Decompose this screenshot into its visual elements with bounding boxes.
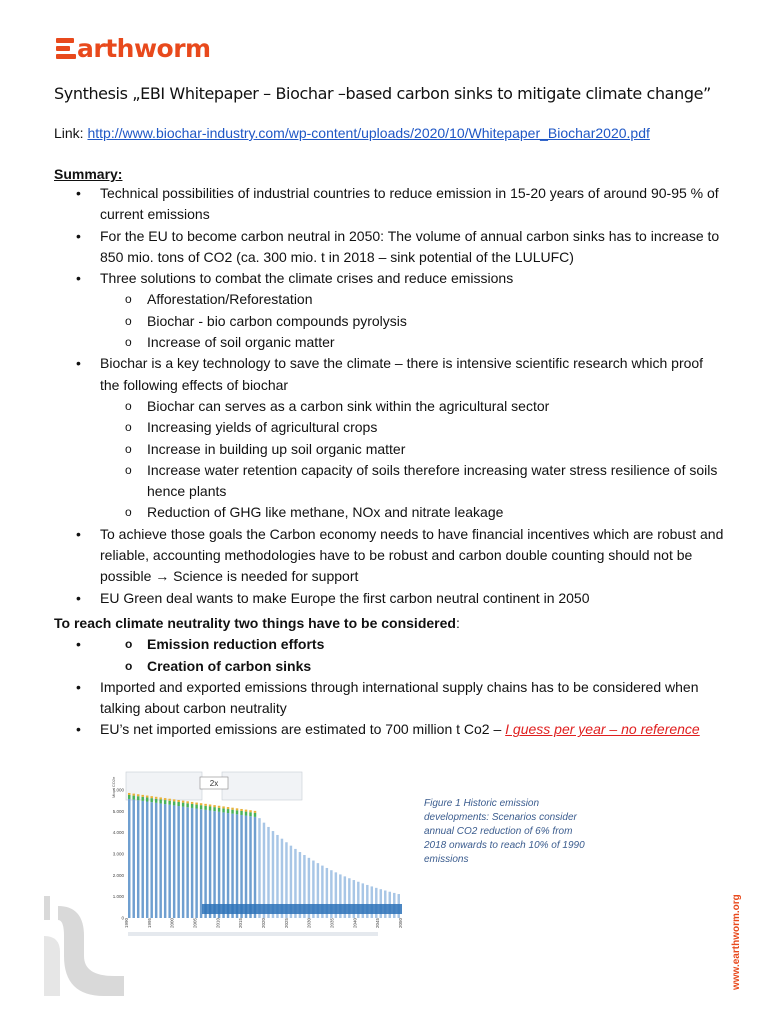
- sector-segment: [249, 810, 251, 812]
- list-item: • For the EU to become carbon neutral in 2050: The volume of annual carbon sinks has to increase to 850 mio. tons of CO2 (ca. 300 mio. t in 2018 – sink potential of the LULUFC): [54, 226, 724, 269]
- x-tick-label: 2000: [169, 917, 175, 928]
- y-tick-label: 4.000: [112, 830, 124, 836]
- emission-bar: [141, 801, 143, 918]
- sector-segment: [177, 802, 179, 806]
- x-tick-label: 2025: [283, 917, 289, 928]
- x-tick-label: 2020: [261, 917, 266, 928]
- sector-segment: [254, 813, 256, 817]
- sector-segment: [150, 796, 152, 798]
- emission-bar: [254, 817, 256, 918]
- sector-segment: [128, 793, 130, 795]
- sublist-item: o Biochar - bio carbon compounds pyrolysis: [54, 311, 724, 332]
- y-tick-label: 3.000: [112, 851, 124, 857]
- multiplier-label: 2x: [209, 779, 219, 788]
- sublist-item: o Biochar can serves as a carbon sink within the agricultural sector: [54, 396, 724, 417]
- sector-segment: [177, 800, 179, 802]
- emission-bar: [150, 802, 152, 918]
- emission-bar: [164, 804, 166, 918]
- summary-heading: Summary:: [54, 166, 123, 182]
- sector-segment: [137, 794, 139, 796]
- sublist-item: o Afforestation/Reforestation: [54, 289, 724, 310]
- neutrality-list: [54, 634, 724, 740]
- logo-text: arthworm: [77, 34, 211, 63]
- sector-segment: [191, 804, 193, 808]
- emission-bar: [159, 803, 161, 918]
- emission-bar: [182, 807, 184, 918]
- sector-segment: [222, 806, 224, 808]
- sector-segment: [200, 803, 202, 805]
- sector-segment: [132, 794, 134, 796]
- emission-bar: [222, 812, 224, 918]
- sector-segment: [204, 806, 206, 810]
- sector-segment: [204, 804, 206, 806]
- sublist: [100, 396, 724, 524]
- sector-segment: [155, 797, 157, 799]
- x-tick-label: 2030: [306, 917, 312, 928]
- sector-segment: [240, 809, 242, 811]
- sector-segment: [182, 801, 184, 803]
- sector-segment: [173, 799, 175, 801]
- list-item: [54, 719, 724, 740]
- sector-segment: [186, 801, 188, 803]
- emission-chart-figure: [112, 768, 412, 946]
- sector-segment: [218, 808, 220, 812]
- sublist-item: o Increase water retention capacity of soils therefore increasing water stress resilience of soils hence plants: [54, 460, 724, 503]
- sector-segment: [209, 804, 211, 806]
- sublist-item: o Increase of soil organic matter: [54, 332, 724, 353]
- list-item-text: Three solutions to combat the climate crises and reduce emissions: [100, 270, 514, 287]
- sector-segment: [213, 807, 215, 811]
- sector-segment: [245, 810, 247, 812]
- x-tick-label: 2035: [329, 917, 335, 928]
- sector-segment: [195, 805, 197, 809]
- sublist-item: o Increase in building up soil organic matter: [54, 439, 724, 460]
- reviewer-note: I guess per year – no reference: [505, 721, 700, 738]
- list-item: [54, 353, 724, 523]
- sector-segment: [132, 796, 134, 800]
- sector-segment: [164, 798, 166, 800]
- emission-bar: [186, 807, 188, 918]
- neutrality-heading: [54, 613, 724, 634]
- emission-bar: [213, 811, 215, 918]
- emission-bar: [258, 818, 260, 918]
- sector-segment: [168, 801, 170, 805]
- emission-chart: [112, 768, 412, 946]
- earthworm-e-logo-icon: [56, 37, 76, 61]
- y-tick-label: 6.000: [112, 787, 124, 793]
- list-item: • Technical possibilities of industrial countries to reduce emission in 15-20 years of around 90-95 % of current emissions: [54, 183, 724, 226]
- emission-bar: [137, 800, 139, 918]
- document-title: Synthesis „EBI Whitepaper – Biochar –based carbon sinks to mitigate climate change”: [54, 84, 711, 103]
- list-item: • To achieve those goals the Carbon economy needs to have financial incentives which are robust and reliable, accounting methodologies have to be robust and carbon double counting should not be possible → Science is needed for support: [54, 524, 724, 588]
- emission-bar: [195, 809, 197, 918]
- whitepaper-link[interactable]: http://www.biochar-industry.com/wp-content/uploads/2020/10/Whitepaper_Biochar2020.pdf: [87, 125, 650, 141]
- decorative-wave-graphic: [44, 896, 124, 996]
- sector-segment: [249, 812, 251, 816]
- emission-bar: [218, 812, 220, 918]
- sector-segment: [245, 812, 247, 816]
- emission-bar: [209, 810, 211, 918]
- sector-segment: [159, 799, 161, 803]
- sector-segment: [150, 798, 152, 802]
- sector-segment: [222, 808, 224, 812]
- sector-segment: [218, 806, 220, 808]
- x-tick-label: 2050: [398, 917, 403, 928]
- sublist: [54, 634, 724, 677]
- x-tick-label: 2015: [238, 917, 244, 928]
- summary-list: [54, 183, 724, 609]
- x-tick-label: 1990: [124, 917, 129, 928]
- sector-segment: [231, 810, 233, 814]
- x-tick-label: 1995: [146, 917, 152, 928]
- earthworm-logo: [56, 34, 211, 63]
- sector-segment: [195, 803, 197, 805]
- sector-segment: [227, 809, 229, 813]
- sector-segment: [236, 808, 238, 810]
- sector-segment: [141, 797, 143, 801]
- emission-bar: [231, 814, 233, 918]
- y-tick-label: 0: [121, 915, 124, 921]
- sublist-item: o Increasing yields of agricultural crops: [54, 417, 724, 438]
- emission-bar: [132, 800, 134, 918]
- x-tick-label: 2010: [215, 917, 221, 928]
- side-website-url: www.earthworm.org: [731, 894, 742, 990]
- list-item: [54, 634, 724, 677]
- sector-segment: [200, 805, 202, 809]
- x-tick-label: 2040: [352, 917, 358, 928]
- list-item: • EU Green deal wants to make Europe the first carbon neutral continent in 2050: [54, 588, 724, 609]
- sector-segment: [186, 803, 188, 807]
- sector-segment: [213, 805, 215, 807]
- sector-segment: [164, 800, 166, 804]
- x-tick-label: 2005: [192, 917, 198, 928]
- list-item: [54, 268, 724, 353]
- list-item-text: EU’s net imported emissions are estimated to 700 million t Co2 –: [100, 721, 506, 738]
- emission-bar: [177, 806, 179, 918]
- sector-segment: [146, 796, 148, 798]
- sublist-item: o • Emission reduction efforts: [54, 634, 724, 655]
- neutrality-heading-colon: :: [455, 614, 460, 631]
- y-tick-label: 2.000: [112, 872, 124, 878]
- sublist: [100, 289, 724, 353]
- emission-bar: [249, 816, 251, 918]
- sector-segment: [173, 801, 175, 805]
- emission-bar: [240, 815, 242, 918]
- link-label: Link:: [54, 125, 88, 141]
- list-item: • Imported and exported emissions through international supply chains has to be considered when talking about carbon neutrality: [54, 677, 724, 720]
- sector-segment: [209, 806, 211, 810]
- sector-segment: [240, 811, 242, 815]
- emission-bar: [200, 809, 202, 918]
- y-tick-label: 5.000: [112, 808, 124, 814]
- emission-bar: [245, 816, 247, 918]
- document-body: [54, 183, 724, 741]
- y-tick-label: 1.000: [112, 894, 124, 900]
- sector-segment: [182, 803, 184, 807]
- emission-bar: [155, 803, 157, 918]
- sector-segment: [159, 797, 161, 799]
- emission-bar: [204, 810, 206, 918]
- sector-segment: [146, 798, 148, 802]
- y-axis-unit: Mio. t CO2e: [111, 776, 116, 798]
- sector-segment: [254, 811, 256, 813]
- sector-segment: [168, 799, 170, 801]
- sector-segment: [227, 807, 229, 809]
- sublist-item: o Reduction of GHG like methane, NOx and nitrate leakage: [54, 502, 724, 523]
- sector-segment: [236, 810, 238, 814]
- emission-bar: [191, 808, 193, 918]
- list-item-text: Biochar is a key technology to save the climate – there is intensive scientific research which proof the following effects of biochar: [100, 355, 704, 393]
- source-line: [128, 932, 378, 936]
- sector-segment: [191, 802, 193, 804]
- emission-bar: [168, 805, 170, 918]
- emission-bar: [128, 799, 130, 918]
- sublist-item: o Creation of carbon sinks: [54, 656, 724, 677]
- sector-segment: [141, 795, 143, 797]
- figure-caption: Figure 1 Historic emission developments: Scenarios consider annual CO2 reduction of 6% from 2018 onwards to reach 10% of 1990 emissions: [424, 798, 585, 865]
- sector-segment: [155, 799, 157, 803]
- x-tick-label: 2045: [375, 917, 381, 928]
- emission-bar: [173, 805, 175, 918]
- emission-bar: [236, 814, 238, 918]
- emission-bar: [227, 813, 229, 918]
- emission-bar: [263, 823, 265, 918]
- sector-segment: [231, 808, 233, 810]
- sector-segment: [128, 795, 130, 799]
- neutrality-heading-text: To reach climate neutrality two things have to be considered: [54, 614, 456, 631]
- scenario-banner: [202, 904, 402, 914]
- emission-bar: [146, 802, 148, 918]
- link-line: [54, 125, 650, 141]
- sector-segment: [137, 796, 139, 800]
